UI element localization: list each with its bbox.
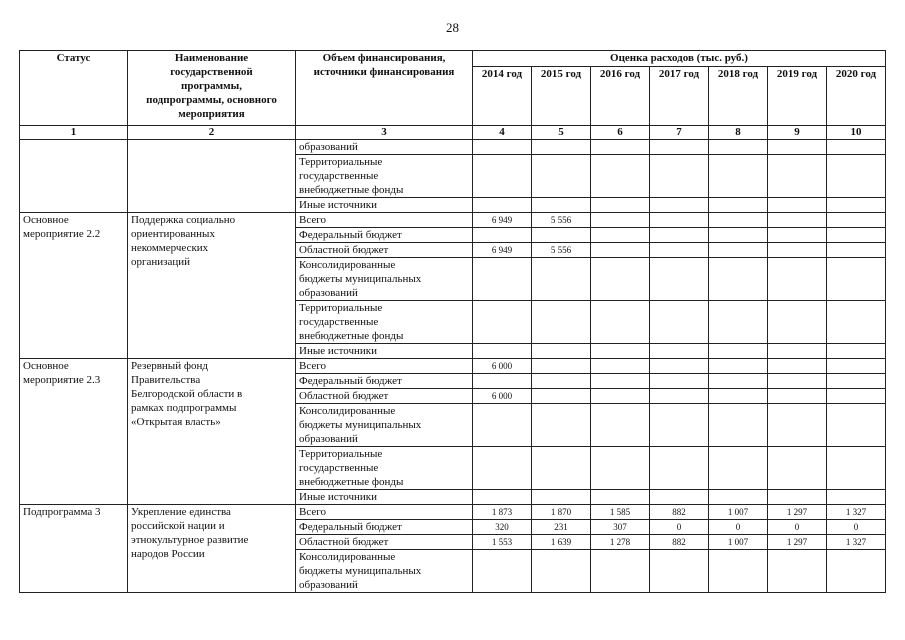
table-row xyxy=(20,140,886,155)
value-cell xyxy=(473,258,532,301)
value-cell xyxy=(650,404,709,447)
name-cell xyxy=(128,359,296,505)
source-line: Всего xyxy=(299,214,326,226)
source-line: Всего xyxy=(299,506,326,518)
value-cell xyxy=(650,344,709,359)
source-line: образований xyxy=(299,287,358,299)
source-cell xyxy=(296,505,473,520)
value-cell xyxy=(473,550,532,593)
value-cell xyxy=(532,228,591,243)
column-number: 1 xyxy=(20,126,128,140)
value-cell xyxy=(591,213,650,228)
header-year: 2017 год xyxy=(650,67,709,126)
value-cell xyxy=(650,359,709,374)
value-cell xyxy=(768,404,827,447)
value-cell xyxy=(591,258,650,301)
value-cell: 1 327 xyxy=(827,505,886,520)
header-funding-line: источники финансирования xyxy=(313,66,455,78)
header-year: 2019 год xyxy=(768,67,827,126)
value-cell xyxy=(768,228,827,243)
value-cell xyxy=(650,301,709,344)
column-number: 5 xyxy=(532,126,591,140)
value-cell xyxy=(591,155,650,198)
source-line: внебюджетные фонды xyxy=(299,184,404,196)
value-cell xyxy=(768,490,827,505)
value-cell xyxy=(709,374,768,389)
value-cell xyxy=(650,258,709,301)
value-cell: 231 xyxy=(532,520,591,535)
value-cell xyxy=(709,490,768,505)
value-cell xyxy=(473,198,532,213)
value-cell xyxy=(591,389,650,404)
name-line: организаций xyxy=(131,256,191,268)
value-cell xyxy=(650,243,709,258)
value-cell: 1 585 xyxy=(591,505,650,520)
value-cell xyxy=(709,155,768,198)
header-estimate: Оценка расходов (тыс. руб.) xyxy=(473,51,886,67)
source-cell xyxy=(296,258,473,301)
value-cell xyxy=(827,243,886,258)
value-cell xyxy=(768,213,827,228)
value-cell: 1 297 xyxy=(768,505,827,520)
value-cell xyxy=(709,404,768,447)
source-line: образований xyxy=(299,433,358,445)
value-cell xyxy=(827,359,886,374)
value-cell xyxy=(709,258,768,301)
name-line: ориентированных xyxy=(131,228,215,240)
header-name-line: подпрограммы, основного xyxy=(146,94,277,106)
header-name-line: мероприятия xyxy=(178,108,245,120)
value-cell xyxy=(532,389,591,404)
source-line: Федеральный бюджет xyxy=(299,521,402,533)
column-number: 10 xyxy=(827,126,886,140)
header-year: 2014 год xyxy=(473,67,532,126)
column-number: 7 xyxy=(650,126,709,140)
name-line: рамках подпрограммы xyxy=(131,402,237,414)
value-cell: 1 007 xyxy=(709,505,768,520)
value-cell xyxy=(591,198,650,213)
source-line: внебюджетные фонды xyxy=(299,476,404,488)
source-cell xyxy=(296,374,473,389)
value-cell xyxy=(827,447,886,490)
value-cell xyxy=(591,447,650,490)
value-cell xyxy=(768,301,827,344)
source-line: государственные xyxy=(299,316,379,328)
value-cell xyxy=(827,374,886,389)
value-cell: 0 xyxy=(650,520,709,535)
source-line: Консолидированные xyxy=(299,405,396,417)
value-cell xyxy=(473,301,532,344)
name-line: народов России xyxy=(131,548,205,560)
value-cell xyxy=(827,258,886,301)
value-cell xyxy=(650,374,709,389)
value-cell xyxy=(532,490,591,505)
value-cell: 6 000 xyxy=(473,389,532,404)
status-cell xyxy=(20,213,128,359)
value-cell xyxy=(768,155,827,198)
value-cell xyxy=(650,490,709,505)
source-cell xyxy=(296,520,473,535)
table-row xyxy=(20,505,886,520)
header-year: 2015 год xyxy=(532,67,591,126)
value-cell xyxy=(827,301,886,344)
value-cell: 5 556 xyxy=(532,243,591,258)
value-cell xyxy=(591,490,650,505)
value-cell xyxy=(768,344,827,359)
value-cell xyxy=(768,374,827,389)
value-cell: 1 639 xyxy=(532,535,591,550)
source-line: Областной бюджет xyxy=(299,536,389,548)
source-cell xyxy=(296,155,473,198)
source-line: Территориальные xyxy=(299,156,383,168)
column-number: 6 xyxy=(591,126,650,140)
value-cell xyxy=(709,243,768,258)
value-cell: 882 xyxy=(650,505,709,520)
value-cell: 882 xyxy=(650,535,709,550)
value-cell xyxy=(591,359,650,374)
source-line: Территориальные xyxy=(299,302,383,314)
header-funding-line: Объем финансирования, xyxy=(322,52,446,64)
name-line: «Открытая власть» xyxy=(131,416,221,428)
value-cell xyxy=(827,389,886,404)
value-cell xyxy=(709,359,768,374)
source-line: Всего xyxy=(299,360,326,372)
source-line: Иные источники xyxy=(299,345,378,357)
source-cell xyxy=(296,359,473,374)
status-cell xyxy=(20,359,128,505)
name-line: Укрепление единства xyxy=(131,506,231,518)
value-cell xyxy=(827,228,886,243)
value-cell xyxy=(591,243,650,258)
source-cell xyxy=(296,243,473,258)
column-number: 8 xyxy=(709,126,768,140)
value-cell: 6 949 xyxy=(473,213,532,228)
status-line: Основное xyxy=(23,360,69,372)
value-cell: 1 297 xyxy=(768,535,827,550)
source-line: бюджеты муниципальных xyxy=(299,565,422,577)
value-cell xyxy=(650,447,709,490)
value-cell xyxy=(709,228,768,243)
source-cell xyxy=(296,198,473,213)
value-cell: 6 949 xyxy=(473,243,532,258)
value-cell xyxy=(591,550,650,593)
value-cell xyxy=(532,258,591,301)
value-cell xyxy=(650,550,709,593)
value-cell xyxy=(591,344,650,359)
source-line: Иные источники xyxy=(299,199,378,211)
value-cell: 1 873 xyxy=(473,505,532,520)
value-cell xyxy=(532,404,591,447)
name-line: Поддержка социально xyxy=(131,214,236,226)
source-cell xyxy=(296,535,473,550)
name-cell xyxy=(128,213,296,359)
value-cell xyxy=(827,404,886,447)
source-line: Областной бюджет xyxy=(299,390,389,402)
value-cell xyxy=(591,374,650,389)
value-cell xyxy=(709,344,768,359)
source-line: бюджеты муниципальных xyxy=(299,273,422,285)
value-cell: 1 870 xyxy=(532,505,591,520)
name-cell xyxy=(128,505,296,593)
value-cell xyxy=(591,404,650,447)
value-cell xyxy=(709,447,768,490)
value-cell xyxy=(709,389,768,404)
value-cell xyxy=(827,344,886,359)
source-line: государственные xyxy=(299,170,379,182)
column-number: 9 xyxy=(768,126,827,140)
value-cell xyxy=(473,447,532,490)
value-cell xyxy=(473,374,532,389)
source-line: Областной бюджет xyxy=(299,244,389,256)
status-line: мероприятие 2.2 xyxy=(23,228,101,240)
source-line: Федеральный бюджет xyxy=(299,229,402,241)
table-body xyxy=(20,140,886,593)
value-cell: 320 xyxy=(473,520,532,535)
value-cell xyxy=(473,490,532,505)
value-cell xyxy=(650,155,709,198)
source-line: Иные источники xyxy=(299,491,378,503)
value-cell: 0 xyxy=(709,520,768,535)
value-cell xyxy=(827,490,886,505)
value-cell xyxy=(532,550,591,593)
value-cell xyxy=(591,140,650,155)
value-cell: 1 007 xyxy=(709,535,768,550)
source-cell xyxy=(296,404,473,447)
value-cell: 307 xyxy=(591,520,650,535)
value-cell: 1 553 xyxy=(473,535,532,550)
column-number: 3 xyxy=(296,126,473,140)
value-cell xyxy=(709,301,768,344)
source-cell xyxy=(296,140,473,155)
value-cell xyxy=(709,550,768,593)
header-status: Статус xyxy=(20,51,128,126)
name-line: некоммерческих xyxy=(131,242,209,254)
value-cell: 0 xyxy=(827,520,886,535)
source-line: Территориальные xyxy=(299,448,383,460)
value-cell xyxy=(650,213,709,228)
status-line: мероприятие 2.3 xyxy=(23,374,101,386)
name-line: Резервный фонд xyxy=(131,360,208,372)
table-row xyxy=(20,213,886,228)
value-cell xyxy=(768,389,827,404)
value-cell xyxy=(827,198,886,213)
header-name-line: программы, xyxy=(181,80,242,92)
value-cell xyxy=(709,140,768,155)
value-cell xyxy=(473,228,532,243)
value-cell xyxy=(591,228,650,243)
value-cell xyxy=(768,447,827,490)
column-number-row xyxy=(20,126,886,140)
source-cell xyxy=(296,447,473,490)
source-line: государственные xyxy=(299,462,379,474)
header-funding xyxy=(296,51,473,126)
header-name-line: государственной xyxy=(170,66,253,78)
table-row xyxy=(20,359,886,374)
value-cell xyxy=(768,258,827,301)
value-cell xyxy=(473,140,532,155)
value-cell xyxy=(532,155,591,198)
status-line: Подпрограмма 3 xyxy=(23,506,101,518)
name-line: Правительства xyxy=(131,374,201,386)
source-line: Консолидированные xyxy=(299,259,396,271)
value-cell xyxy=(827,155,886,198)
value-cell xyxy=(473,344,532,359)
value-cell xyxy=(768,359,827,374)
status-cell xyxy=(20,140,128,213)
source-line: внебюджетные фонды xyxy=(299,330,404,342)
status-cell xyxy=(20,505,128,593)
source-line: образований xyxy=(299,579,358,591)
source-line: образований xyxy=(299,141,358,153)
value-cell xyxy=(532,359,591,374)
value-cell xyxy=(827,550,886,593)
value-cell xyxy=(473,155,532,198)
header-name xyxy=(128,51,296,126)
value-cell xyxy=(532,301,591,344)
header-year: 2016 год xyxy=(591,67,650,126)
value-cell xyxy=(532,447,591,490)
name-line: этнокультурное развитие xyxy=(131,534,249,546)
value-cell xyxy=(532,198,591,213)
value-cell xyxy=(768,550,827,593)
value-cell xyxy=(650,228,709,243)
value-cell xyxy=(532,374,591,389)
source-cell xyxy=(296,490,473,505)
value-cell xyxy=(768,140,827,155)
value-cell xyxy=(827,140,886,155)
source-cell xyxy=(296,301,473,344)
value-cell xyxy=(532,344,591,359)
value-cell xyxy=(768,198,827,213)
value-cell xyxy=(768,243,827,258)
value-cell xyxy=(709,198,768,213)
source-line: Федеральный бюджет xyxy=(299,375,402,387)
column-number: 2 xyxy=(128,126,296,140)
source-line: бюджеты муниципальных xyxy=(299,419,422,431)
value-cell xyxy=(827,213,886,228)
header-row xyxy=(20,51,886,67)
value-cell: 1 278 xyxy=(591,535,650,550)
value-cell: 0 xyxy=(768,520,827,535)
value-cell xyxy=(650,198,709,213)
value-cell xyxy=(650,140,709,155)
header-name-line: Наименование xyxy=(174,52,249,64)
header-year: 2018 год xyxy=(709,67,768,126)
value-cell xyxy=(532,140,591,155)
name-line: российской нации и xyxy=(131,520,225,532)
source-cell xyxy=(296,389,473,404)
value-cell: 6 000 xyxy=(473,359,532,374)
value-cell xyxy=(591,301,650,344)
value-cell: 5 556 xyxy=(532,213,591,228)
name-line: Белгородской области в xyxy=(131,388,243,400)
source-cell xyxy=(296,550,473,593)
budget-table xyxy=(19,50,886,593)
value-cell xyxy=(473,404,532,447)
source-cell xyxy=(296,228,473,243)
value-cell: 1 327 xyxy=(827,535,886,550)
name-cell xyxy=(128,140,296,213)
source-cell xyxy=(296,213,473,228)
column-number: 4 xyxy=(473,126,532,140)
status-line: Основное xyxy=(23,214,69,226)
value-cell xyxy=(709,213,768,228)
page-number: 28 xyxy=(446,20,459,35)
source-line: Консолидированные xyxy=(299,551,396,563)
source-cell xyxy=(296,344,473,359)
header-year: 2020 год xyxy=(827,67,886,126)
value-cell xyxy=(650,389,709,404)
